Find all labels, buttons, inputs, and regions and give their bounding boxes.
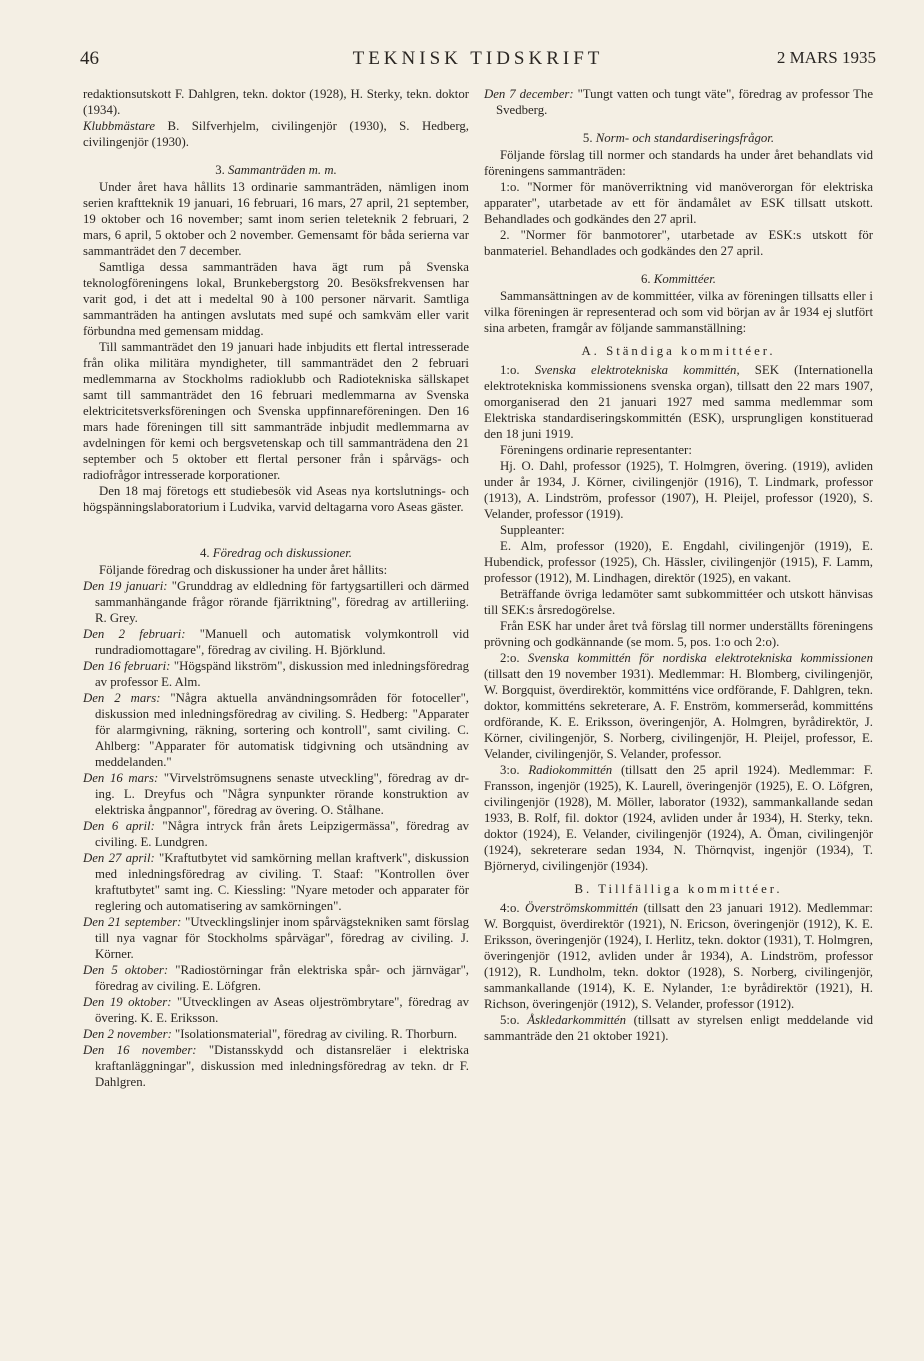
- talk-entry: [484, 86, 873, 118]
- committee-name: Överströmskommittén: [525, 901, 639, 915]
- paragraph: Följande föredrag och diskussioner ha under året hållits:: [99, 563, 388, 577]
- talk-date: Den 7 december:: [484, 87, 574, 101]
- committee-name: Radiokommittén: [528, 763, 613, 777]
- paragraph: Hj. O. Dahl, professor (1925), T. Holmgren, övering. (1919), avliden under år 1934, J. Körner, civilingenjör (1916), T. Lindmark, professor (1913), A. Lindström, professor (1907), H. Pleijel, professor (1920), S. Velander, professor (1919).: [484, 459, 873, 521]
- talk-entry: [83, 1042, 469, 1090]
- journal-title: TEKNISK TIDSKRIFT: [352, 48, 604, 69]
- section-number: 3.: [215, 163, 228, 177]
- paragraph: [83, 118, 469, 150]
- talk-date: Den 19 januari:: [83, 579, 168, 593]
- talk-date: Den 5 oktober:: [83, 963, 169, 977]
- item-number: 4:o.: [500, 901, 526, 915]
- committee-name: Svenska kommittén för nordiska elektrotekniska kommissionen: [527, 651, 873, 665]
- talk-entry: [83, 690, 469, 770]
- paragraph-text: (tillsatt den 25 april 1924). Medlemmar: F. Fransson, ingenjör (1925), K. Laurell, överingenjör (1925), E. O. Löfgren, civilingenjör (1928), M. Möller, laborator (1932), sammankallande sedan 1933, B. Rolf, fil. doktor (1924, avliden under år 1934), H. Sterky, tekn. doktor (1924), E. Velander, civilingenjör (1924), A. Öman, civilingenjör (1924), sekreterare sedan 1934, N. Thörnqvist, ingenjör (1934), T. Björneryd, civilingenjör (1934).: [484, 763, 873, 873]
- paragraph: Beträffande övriga ledamöter samt subkommittéer och utskott hänvisas till SEK:s årsredogörelse.: [484, 587, 873, 617]
- talk-entry: [83, 962, 469, 994]
- paragraph-text: (tillsatt av styrelsen enligt meddelande vid sammanträde den 21 oktober 1921).: [484, 1013, 873, 1043]
- paragraph-text: (tillsatt den 19 november 1931). Medlemmar: H. Blomberg, civilingenjör, W. Borgquist, överdirektör, kommitténs vice ordförande, F. Dahlgren, tekn. doktor, kommitténs sekreterare, A. F. Enström, kommerseråd, kommitténs ordförande, K. E. Eriksson, överingenjör, A. Holmgren, byrådirektör, J. Körner, civilingenjör, S. Norberg, civilingenjör, H. Pleijel, professor, E. Velander, civilingenjör, S. Velander, professor.: [484, 667, 873, 761]
- talk-date: Den 16 mars:: [83, 771, 159, 785]
- section-title: Kommittéer.: [653, 272, 716, 286]
- talk-entry: [83, 914, 469, 962]
- paragraph: redaktionsutskott F. Dahlgren, tekn. doktor (1928), H. Sterky, tekn. doktor (1934).: [83, 87, 469, 117]
- talk-date: Den 16 november:: [83, 1043, 197, 1057]
- paragraph: [484, 762, 873, 874]
- talk-entry: [83, 1026, 469, 1042]
- section-heading-5: [484, 130, 873, 146]
- talk-text: "Grunddrag av eldledning för fartygsartilleri och därmed sammanhängande frågor rörande fjärriktning", föredrag av artilleriing. R. Grey.: [95, 579, 469, 625]
- paragraph: Den 18 maj företogs ett studiebesök vid Aseas nya kortslutnings- och högspänningslaboratorium i Ludvika, varvid deltagarna voro Aseas gäster.: [83, 484, 469, 514]
- section-number: 6.: [640, 272, 654, 286]
- paragraph: [484, 650, 873, 762]
- section-title: Sammanträden m. m.: [228, 163, 337, 177]
- talk-text: "Isolationsmaterial", föredrag av civiling. R. Thorburn.: [171, 1027, 458, 1041]
- talk-date: Den 21 september:: [83, 915, 182, 929]
- talk-entry: [83, 658, 469, 690]
- paragraph-text: (tillsatt den 23 januari 1912). Medlemmar: W. Borgquist, överdirektör (1921), N. Ericson, överingenjör (1912), K. E. Eriksson, överingenjör (1924), I. Herlitz, tekn. doktor (1931), T. Holmgren, överingenjör (1912, avliden under år 1934), A. Lindström, professor (1912), R. Lundholm, tekn. doktor (1928), S. Norberg, civilingenjör, sammankallande (1914), K. E. Nylander, 1:e byrådirektör (1921), H. Richson, överingenjör (1912), S. Velander, professor (1912).: [484, 901, 873, 1011]
- paragraph: Sammansättningen av de kommittéer, vilka av föreningen tillsatts eller i vilka föreningen är representerad och som vid början av år 1934 ej slutfört sina arbeten, framgår av följande sammanställning:: [484, 289, 873, 335]
- committee-name: Åskledarkommittén: [527, 1013, 626, 1027]
- talk-text: "Utvecklingslinjer inom spårvägstekniken samt förslag till nya vagnar för Stockholms spårvägar", föredrag av civiling. J. Körner.: [95, 915, 470, 961]
- talk-text: "Virvelströmsugnens senaste utveckling", föredrag av dr-ing. L. Dreyfus och "Några synpunkter rörande konstruktion av elektriska ångpannor", föredrag av övering. O. Stålhane.: [95, 771, 469, 817]
- paragraph-text: SEK (Internationella elektrotekniska kommissionens svenska organ), tillsatt den 22 mars 1907, omorganiserad den 21 januari 1927 med samma medlemmar som Elektriska standardiseringskommittén (ESK), ursprungligen konstituerad den 18 juni 1919.: [484, 363, 873, 441]
- emphasis: Klubbmästare: [83, 119, 156, 133]
- talk-text: "Manuell och automatisk volymkontroll vid rundradiomottagare", föredrag av civiling. H. Björklund.: [95, 627, 469, 657]
- talk-text: "Högspänd likström", diskussion med inledningsföredrag av professor E. Alm.: [95, 659, 469, 689]
- talk-entry: [83, 818, 469, 850]
- section-heading-3: [83, 162, 469, 178]
- talk-entry: [83, 626, 469, 658]
- talk-text: "Kraftutbytet vid samkörning mellan kraftverk", diskussion med inledningsföredrag av civiling. T. Staaf: "Kontrollen över kraftutbytet" samt ing. C. Kiessling: "Nyare metoder och apparater för reglering och automatisering av samkörningen".: [95, 851, 470, 913]
- subsection-heading-b: B. Tillfälliga kommittéer.: [574, 882, 783, 896]
- talk-text: "Utvecklingen av Aseas oljeströmbrytare", föredrag av övering. K. E. Eriksson.: [95, 995, 469, 1025]
- talk-entry: [83, 994, 469, 1026]
- item-number: 5:o.: [500, 1013, 528, 1027]
- section-number: 4.: [199, 546, 213, 560]
- paragraph: Till sammanträdet den 19 januari hade inbjudits ett flertal intresserade från olika militära myndigheter, till sammanträdet den 2 februari medlemmarna av Stockholms radioklubb och Radiotekniska sällskapet samt till sammanträdet den 16 februari medlemmarna av Svenska elektricitetsverksföreningen och Svenska uppfinnareföreningen. Den 16 mars hade föreningen till sitt sammanträde inbjudit medlemmarna av avdelningen för kemi och bergsvetenskap och till sammanträdena den 21 september och 5 oktober ett flertal personer från i spårvägs- och radiofrågor intresserade korporationer.: [83, 340, 469, 482]
- paragraph: Under året hava hållits 13 ordinarie sammanträden, nämligen inom serien kraftteknik 19 januari, 16 februari, 16 mars, 27 april, 21 september, 19 oktober och 16 november; samt inom serien teleteknik 2 februari, 2 mars, 6 april, 5 oktober och 2 november. Gemensamt för båda serierna var sammanträdet den 7 december.: [83, 180, 469, 258]
- paragraph: 2. "Normer för banmotorer", utarbetade av ESK:s utskott för banmateriel. Behandlades och godkändes den 27 april.: [484, 228, 873, 258]
- running-header: [80, 48, 876, 74]
- section-title: Norm- och standardiseringsfrågor.: [595, 131, 775, 145]
- section-title: Föredrag och diskussioner.: [212, 546, 352, 560]
- section-heading-4: [83, 545, 469, 561]
- section-number: 5.: [582, 131, 596, 145]
- talk-date: Den 16 februari:: [83, 659, 171, 673]
- item-number: 1:o.: [500, 363, 535, 377]
- talk-date: Den 2 februari:: [83, 627, 186, 641]
- paragraph: [484, 900, 873, 1012]
- talk-date: Den 6 april:: [83, 819, 155, 833]
- paragraph: [484, 1012, 873, 1044]
- subsection-heading-a: A. Ständiga kommittéer.: [581, 344, 776, 358]
- talk-text: "Radiostörningar från elektriska spår- och järnvägar", föredrag av civiling. E. Löfgren.: [95, 963, 470, 993]
- paragraph: [484, 362, 873, 442]
- talk-text: "Tungt vatten och tungt väte", föredrag av professor The Svedberg.: [496, 87, 873, 117]
- paragraph: Följande förslag till normer och standards ha under året behandlats vid föreningens sammanträden:: [484, 148, 873, 178]
- committee-name: Svenska elektrotekniska kommittén,: [534, 363, 740, 377]
- section-heading-6: [484, 271, 873, 287]
- issue-date: 2 MARS 1935: [776, 48, 876, 67]
- talk-entry: [83, 850, 469, 914]
- paragraph: 1:o. "Normer för manöverriktning vid manöverorgan för elektriska apparater", utarbetade av ett för ändamålet av ESK tillsatt utskott. Behandlades och godkändes den 27 april.: [484, 180, 873, 226]
- item-number: 3:o.: [500, 763, 529, 777]
- talk-entry: [83, 770, 469, 818]
- paragraph-text: B. Silfverhjelm, civilingenjör (1930), S. Hedberg, civilingenjör (1930).: [83, 119, 469, 149]
- paragraph: Suppleanter:: [500, 523, 565, 537]
- talk-date: Den 19 oktober:: [83, 995, 172, 1009]
- left-column: [83, 86, 469, 1090]
- page-number: 46: [80, 48, 99, 69]
- talk-date: Den 2 november:: [83, 1027, 172, 1041]
- item-number: 2:o.: [500, 651, 528, 665]
- talk-entry: [83, 578, 469, 626]
- paragraph: E. Alm, professor (1920), E. Engdahl, civilingenjör (1919), E. Hubendick, professor (1925), Ch. Hässler, civilingenjör (1915), F. Lamm, professor (1912), M. Lindhagen, direktör (1925), en vakant.: [484, 539, 873, 585]
- talk-text: "Några intryck från årets Leipzigermässa", föredrag av civiling. E. Lundgren.: [95, 819, 469, 849]
- paragraph: Föreningens ordinarie representanter:: [500, 443, 692, 457]
- talk-text: "Några aktuella användningsområden för fotoceller", diskussion med inledningsföredrag av civiling. S. Hedberg: "Apparater för alarmgivning, räkning, sortering och kontroll", samt civiling. C. Ahlberg: "Apparater för automatisk tidgivning och utsändning av meddelanden.": [95, 691, 469, 769]
- talk-date: Den 2 mars:: [83, 691, 161, 705]
- paragraph: Samtliga dessa sammanträden hava ägt rum på Svenska teknologföreningens lokal, Brunkebergstorg 20. Besöksfrekvensen har varit god, i det att i medeltal 90 à 100 personer närvarit. Samtliga sammanträden ha antingen avslutats med supé och samkväm eller varit förbundna med gemensam middag.: [83, 260, 469, 338]
- talk-date: Den 27 april:: [83, 851, 155, 865]
- paragraph: Från ESK har under året två förslag till normer underställts föreningens prövning och godkännande (se mom. 5, pos. 1:o och 2:o).: [484, 619, 873, 649]
- right-column: [484, 86, 873, 1044]
- talk-text: "Distansskydd och distansreläer i elektriska kraftanläggningar", diskussion med inledningsföredrag av tekn. dr F. Dahlgren.: [95, 1043, 469, 1089]
